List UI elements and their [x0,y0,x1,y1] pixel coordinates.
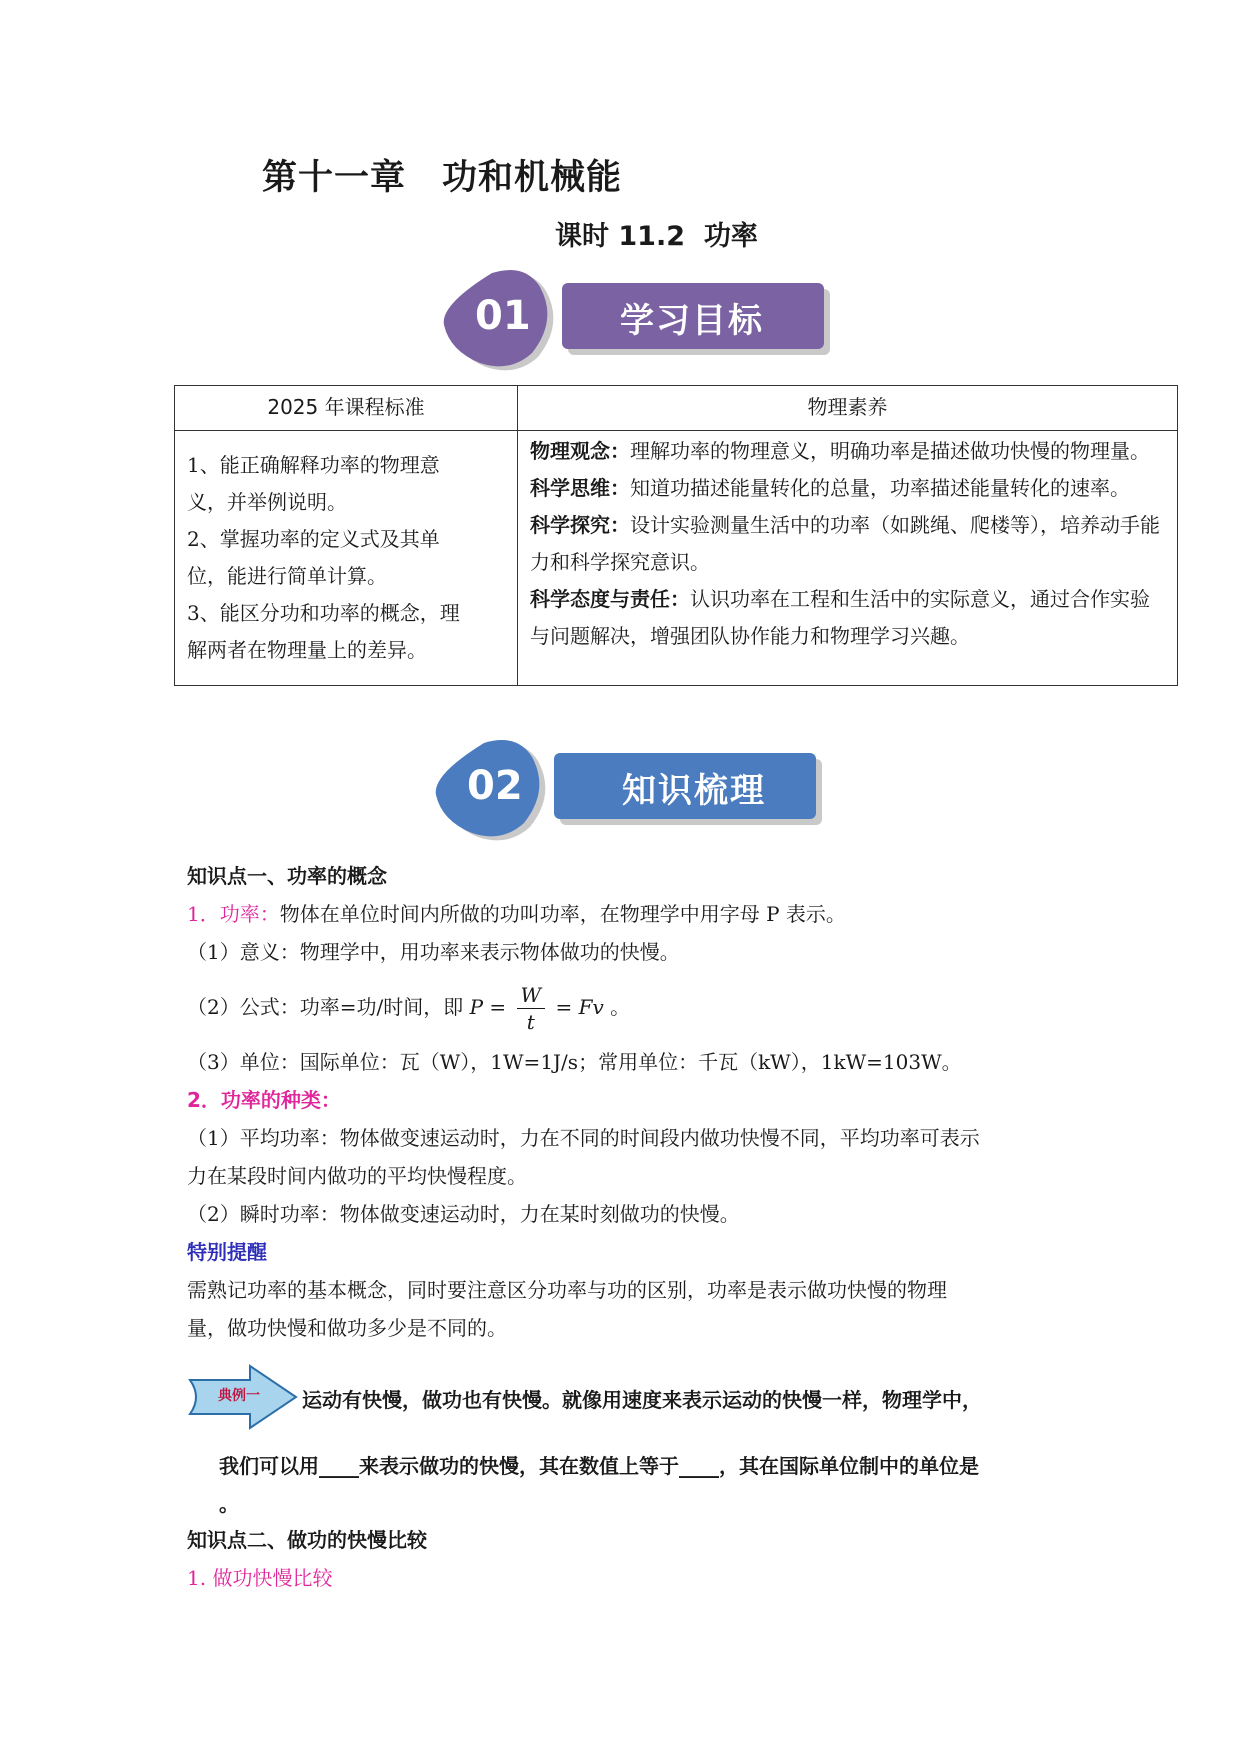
col-header-standard: 2025 年课程标准 [175,386,518,431]
standard-line: 3、能区分功和功率的概念，理 [187,601,460,625]
literacy-text: 知道功描述能量转化的总量，功率描述能量转化的速率。 [630,476,1130,500]
formula-fraction [517,982,546,1035]
definition-line [187,895,1067,933]
formula-denominator: t [526,1010,535,1034]
goals-table [174,385,1178,686]
lesson-title: 课时 11.2 功率 [555,221,758,252]
col-header-literacy: 物理素养 [518,386,1178,431]
standard-line: 位，能进行简单计算。 [187,564,387,588]
literacy-label: 物理观念： [530,439,630,463]
average-power-line: （1）平均功率：物体做变速运动时，力在不同的时间段内做功快慢不同，平均功率可表示 [187,1126,980,1150]
standard-line: 1、能正确解释功率的物理意 [187,453,440,477]
meaning-line: （1）意义：物理学中，用功率来表示物体做功的快慢。 [187,940,680,964]
section-banner-objectives [440,265,840,373]
literacy-item [530,470,1165,507]
average-power-line: 力在某段时间内做功的平均快慢程度。 [187,1164,527,1188]
standard-line: 2、掌握功率的定义式及其单 [187,527,440,551]
literacy-label: 科学思维： [530,476,630,500]
section-title: 学习目标 [620,301,764,341]
formula-end: 。 [610,995,631,1019]
standard-line: 义，并举例说明。 [187,490,347,514]
formula-numerator: W [517,982,546,1009]
definition-label: 1．功率： [187,902,280,926]
literacy-label: 科学探究： [530,513,630,537]
example-line: 我们可以用____来表示做功的快慢，其在数值上等于____，其在国际单位制中的单位是 [219,1454,979,1478]
unit-line: （3）单位：国际单位：瓦（W），1W=1J/s；常用单位：千瓦（kW），1kW=103W。 [187,1050,962,1074]
standards-cell [175,431,518,686]
reminder-line: 量，做功快慢和做功多少是不同的。 [187,1316,507,1340]
example-badge-label: 典例一 [218,1388,260,1404]
formula-line [187,977,1067,1037]
table-header-row [175,386,1178,431]
section-title: 知识梳理 [622,771,766,811]
example-badge [188,1364,300,1430]
formula-suffix: = Fv [555,995,604,1019]
reminder-line: 需熟记功率的基本概念，同时要注意区分功率与功的区别，功率是表示做功快慢的物理 [187,1278,947,1302]
section-number: 01 [475,293,531,339]
section-number: 02 [467,763,523,809]
knowledge-point-title: 知识点一、功率的概念 [187,864,387,888]
types-label: 2．功率的种类： [187,1088,341,1112]
literacy-label: 科学态度与责任： [530,587,690,611]
literacy-cell [518,431,1178,686]
chapter-title: 第十一章 功和机械能 [262,158,623,198]
literacy-item [530,507,1165,581]
definition-text: 物体在单位时间内所做的功叫功率，在物理学中用字母 P 表示。 [279,902,846,926]
standard-line: 解两者在物理量上的差异。 [187,638,427,662]
example-line: 。 [219,1492,239,1516]
formula-p: P = [469,995,507,1019]
reminder-title: 特别提醒 [187,1240,267,1264]
knowledge-block [187,857,1067,1347]
example-line: 运动有快慢，做功也有快慢。就像用速度来表示运动的快慢一样，物理学中， [302,1388,982,1412]
literacy-text: 理解功率的物理意义，明确功率是描述做功快慢的物理量。 [630,439,1150,463]
section-banner-knowledge [432,735,832,843]
literacy-item [530,581,1165,655]
knowledge-point-title: 知识点二、做功的快慢比较 [187,1528,427,1552]
formula-prefix: （2）公式：功率=功/时间，即 [187,995,464,1019]
literacy-item [530,433,1165,470]
literacy-text: 设计实验测量生活中的功率（如跳绳、爬楼等），培养动手能力和科学探究意识。 [530,513,1160,574]
comparison-label: 1. 做功快慢比较 [187,1566,333,1590]
instant-power-line: （2）瞬时功率：物体做变速运动时，力在某时刻做功的快慢。 [187,1202,740,1226]
table-row [175,431,1178,686]
literacy-text: 认识功率在工程和生活中的实际意义，通过合作实验与问题解决，增强团队协作能力和物理学习兴趣。 [530,587,1150,648]
